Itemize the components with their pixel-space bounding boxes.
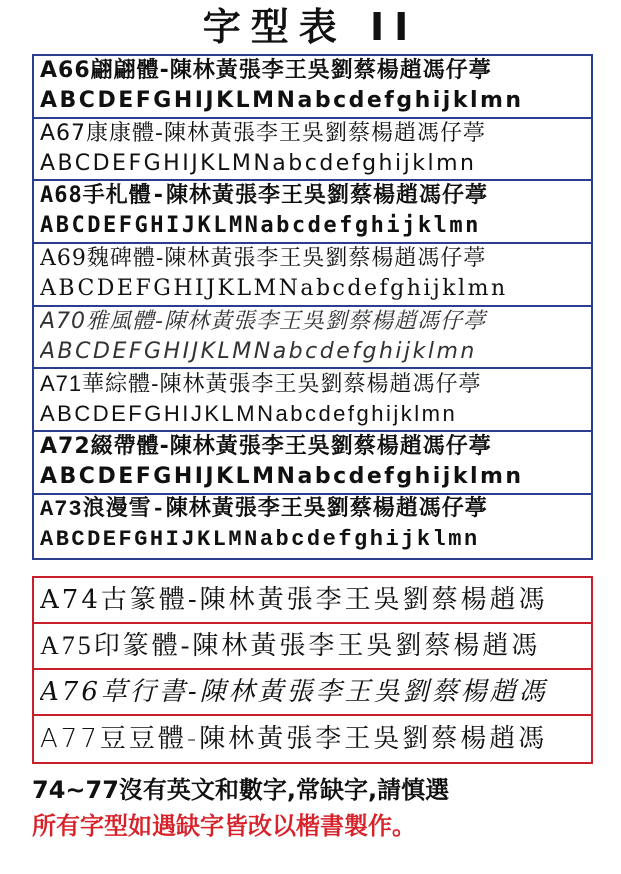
font-sample-a75 — [34, 624, 591, 670]
font-sample-latin: ABCDEFGHIJKLMNabcdefghijklmn — [40, 213, 481, 239]
font-sample-group-latin — [32, 54, 593, 560]
font-sample-chinese: A69魏碑體-陳林黃張李王吳劉蔡楊趙馮仔葶 — [40, 246, 487, 272]
font-sample-a72 — [34, 432, 591, 495]
font-sample-a76 — [34, 670, 591, 716]
font-sample-a66 — [34, 56, 591, 119]
font-sample-a70 — [34, 307, 591, 370]
note-missing-latin: 74~77沒有英文和數字,常缺字,請慎選 — [32, 776, 450, 804]
font-sample-chinese: A67康康體-陳林黃張李王吳劉蔡楊趙馮仔葶 — [40, 120, 486, 146]
font-sample-a71 — [34, 369, 591, 432]
font-sample-a67 — [34, 119, 591, 182]
font-sample-chinese: A68手札體-陳林黃張李王吳劉蔡楊趙馮仔葶 — [40, 183, 488, 209]
font-sample-latin: ABCDEFGHIJKLMNabcdefghijklmn — [40, 401, 458, 427]
font-sample-a74 — [34, 578, 591, 624]
font-sample-latin: ABCDEFGHIJKLMNabcdefghijklmn — [40, 526, 480, 552]
note-fallback-font: 所有字型如遇缺字皆改以楷書製作。 — [32, 812, 416, 840]
font-sample-chinese: A73浪漫雪-陳林黃張李王吳劉蔡楊趙馮仔葶 — [40, 496, 488, 522]
font-sample-a77 — [34, 716, 591, 762]
font-sample-chinese: A77豆豆體-陳林黃張李王吳劉蔡楊趙馮 — [40, 724, 548, 754]
font-sample-a73 — [34, 495, 591, 558]
font-sample-chinese: A72綴帶體-陳林黃張李王吳劉蔡楊趙馮仔葶 — [40, 434, 492, 460]
font-sample-chinese: A76草行書-陳林黃張李王吳劉蔡楊趙馮 — [40, 677, 548, 707]
font-sample-group-chinese-only — [32, 576, 593, 764]
font-sample-latin: ABCDEFGHIJKLMNabcdefghijklmn — [40, 150, 477, 176]
font-sample-latin: ABCDEFGHIJKLMNabcdefghijklmn — [40, 276, 508, 302]
font-sample-chinese: A71華綜體-陳林黃張李王吳劉蔡楊趙馮仔葶 — [40, 371, 482, 397]
font-sample-chinese: A70雅風體-陳林黃張李王吳劉蔡楊趙馮仔葶 — [40, 308, 486, 334]
font-sample-chinese: A66翩翩體-陳林黃張李王吳劉蔡楊趙馮仔葶 — [40, 58, 492, 83]
font-sample-latin: ABCDEFGHIJKLMNabcdefghijklmn — [40, 464, 524, 490]
font-sample-latin: ABCDEFGHIJKLMNabcdefghijklmn — [40, 338, 477, 364]
font-sample-latin: ABCDEFGHIJKLMNabcdefghijklmn — [40, 88, 524, 113]
page-title: 字型表 II — [202, 5, 419, 49]
font-sample-chinese: A74古篆體-陳林黃張李王吳劉蔡楊趙馮 — [40, 585, 548, 615]
font-sample-chinese: A75印篆體-陳林黃張李王吳劉蔡楊趙馮 — [40, 631, 541, 660]
font-sample-a68 — [34, 181, 591, 244]
font-sample-a69 — [34, 244, 591, 307]
